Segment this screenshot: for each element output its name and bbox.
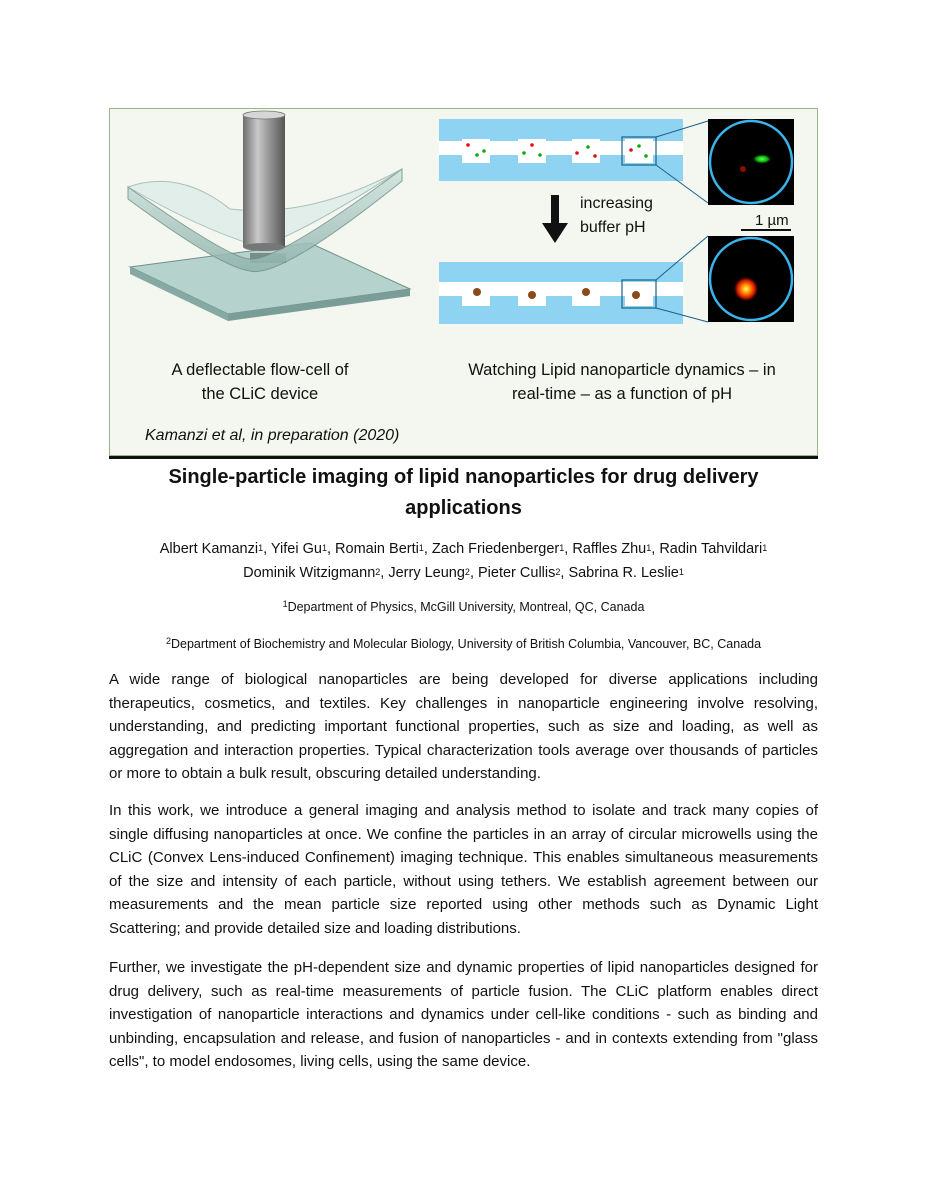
right-panel-caption [430,358,814,406]
author-affiliation-number: 1 [646,543,652,553]
author-name: Romain Berti [335,541,419,557]
affiliation-1-number: 1 [282,599,288,609]
title-line-1: Single-particle imaging of lipid nanoparticles for drug delivery [168,466,759,488]
author-name: Albert Kamanzi [159,541,259,557]
author-list [109,537,818,585]
affiliation-1-text: Department of Physics, McGill University, Montreal, QC, Canada [287,600,645,614]
figure-panel [109,108,818,456]
push-rod [243,115,285,247]
right-caption-line-2: real-time – as a function of pH [511,385,733,403]
clic-device-illustration [128,111,410,321]
well-top-4 [625,139,653,163]
author-affiliation-number: 1 [258,543,264,553]
well-top-2 [518,139,546,163]
inset-top [708,119,794,205]
abstract-paragraph-3: Further, we investigate the pH-dependent size and dynamic properties of lipid nanoparticles designed for drug delivery, such as real-time measurements of particle fusion. The CLiC platform enables direct investigation of nanoparticle interactions and dynamics under cell-like conditions - such as binding and unbinding, encapsulation and release, and fusion of nanoparticles - and in contexts extending from "glass cells", to model endosomes, living cells, using the same device. [109,959,818,1071]
author-name: Dominik Witzigmann [243,565,376,581]
figure-bottom-rule [109,456,818,459]
arrow-label-line-1: increasing [580,195,653,212]
author-affiliation-number: 1 [321,543,327,553]
title-line-2: applications [405,497,522,519]
left-caption-line-1: A deflectable flow-cell of [171,361,349,379]
down-arrow [542,195,568,243]
push-rod-tip [243,243,285,251]
author-affiliation-number: 1 [418,543,424,553]
author-affiliation-number: 2 [464,567,470,577]
affiliation-2-number: 2 [165,636,171,646]
well-top-3 [572,139,600,163]
author-name: Pieter Cullis [478,565,556,581]
affiliation-2 [109,637,818,651]
figure-citation: Kamanzi et al, in preparation (2020) [145,427,400,444]
author-affiliation-number: 1 [678,567,684,577]
right-caption-line-1: Watching Lipid nanoparticle dynamics – in [468,361,776,379]
affiliation-2-text: Department of Biochemistry and Molecular Biology, University of British Columbia, Vancouver, BC, Canada [170,637,762,651]
author-name: Radin Tahvildari [659,541,763,557]
push-rod-top [243,111,285,119]
author-affiliation-number: 1 [559,543,565,553]
paper-title [109,462,818,524]
author-name: Sabrina R. Leslie [568,565,679,581]
affiliation-1 [109,600,818,614]
microwell-schematic [439,119,683,324]
arrow-label-line-2: buffer pH [580,219,646,236]
author-name: Jerry Leung [388,565,465,581]
author-line-1: Albert Kamanzi$^1$, Yifei Gu$^1$, Romain Berti$^1$, Zach Friedenberger$^1$, Raffles Zhu$^1$, Radin Tahvildari$^1$ [159,541,768,557]
author-affiliation-number: 2 [375,567,381,577]
author-name: Zach Friedenberger [431,541,560,557]
author-name: Yifei Gu [270,541,322,557]
author-affiliation-number: 2 [555,567,561,577]
left-panel-caption [126,358,394,406]
left-caption-line-2: the CLiC device [201,385,319,403]
scale-bar-label: 1 µm [755,212,789,229]
abstract-paragraph-2: In this work, we introduce a general imaging and analysis method to isolate and track many copies of single diffusing nanoparticles at once. We confine the particles in an array of circular microwells using the CLiC (Convex Lens-induced Confinement) imaging technique. This enables simultaneous measurements of the size and intensity of each particle, without using tethers. We establish agreement between our measurements and the mean particle size reported using other methods such as Dynamic Light Scattering; and provide detailed size and loading distributions. [109,802,818,937]
abstract-paragraph-1: A wide range of biological nanoparticles are being developed for diverse applications including therapeutics, cosmetics, and textiles. Key challenges in nanoparticle engineering involve resolving, understanding, and predicting important functional properties, such as size and loading, as well as aggregation and interaction properties. Typical characterization tools average over thousands of particles or more to obtain a bulk result, obscuring detailed understanding. [109,671,818,783]
author-name: Raffles Zhu [572,541,647,557]
author-line-2: Dominik Witzigmann$^2$, Jerry Leung$^2$, Pieter Cullis$^2$, Sabrina R. Leslie$^1$ [243,565,684,581]
author-affiliation-number: 1 [762,543,768,553]
